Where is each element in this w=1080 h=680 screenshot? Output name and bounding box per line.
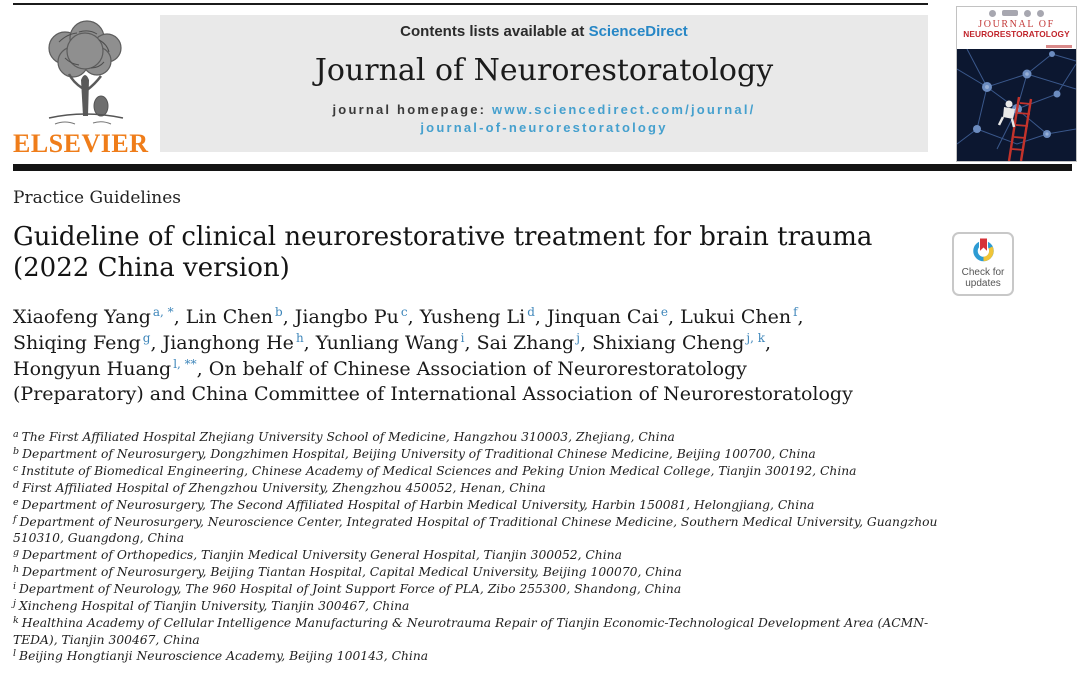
- author-name: Yusheng Li: [419, 306, 526, 328]
- author-affiliation-superscript: a, *: [152, 305, 174, 319]
- section-label: Practice Guidelines: [13, 188, 181, 208]
- cover-publisher-logos: [957, 7, 1076, 17]
- author-affiliation-superscript: i: [460, 330, 465, 345]
- affiliation-superscript: e: [13, 496, 19, 508]
- affiliation-superscript: j: [13, 597, 16, 609]
- cover-title-line1: JOURNAL OF: [978, 19, 1055, 30]
- top-rule: [13, 3, 928, 5]
- author-affiliation-superscript: j, k: [746, 330, 765, 345]
- masthead-divider-rule: [13, 164, 1072, 171]
- affiliation-item: $^g$ Department of Orthopedics, Tianjin Medical University General Hospital, Tianjin 300052, China: [13, 547, 622, 563]
- sciencedirect-link[interactable]: ScienceDirect: [588, 23, 688, 40]
- author-affiliation-superscript: b: [275, 305, 283, 319]
- author-group-statement: (Preparatory) and China Committee of International Association of Neurorestoratology: [13, 383, 853, 406]
- author-affiliation-superscript: e: [660, 305, 668, 319]
- affiliation-item: $^c$ Institute of Biomedical Engineering, Chinese Academy of Medical Sciences and Peking Union Medical College, Tianjin 300192, China: [13, 462, 857, 478]
- journal-cover-thumbnail: [956, 6, 1077, 162]
- check-for-updates-badge[interactable]: [952, 232, 1014, 296]
- affiliation-item: $^d$ First Affiliated Hospital of Zhengzhou University, Zhengzhou 450052, Henan, China: [13, 479, 546, 495]
- cover-header: [957, 7, 1076, 49]
- author-name: Hongyun Huang: [13, 357, 172, 380]
- cover-neuron-art: [957, 49, 1076, 161]
- author-name: Jinquan Cai: [547, 306, 659, 328]
- elsevier-tree-icon: [35, 18, 135, 130]
- affiliation-superscript: k: [13, 614, 19, 626]
- affiliation-item: $^f$ Department of Neurosurgery, Neuroscience Center, Integrated Hospital of Traditional Chinese Medicine, Southern Medical University, Guangzhou 510310, Guangdong, China: [13, 513, 938, 546]
- affiliation-superscript: g: [13, 547, 20, 559]
- affiliation-item: $^b$ Department of Neurosurgery, Dongzhimen Hospital, Beijing University of Traditional Chinese Medicine, Beijing 100700, China: [13, 445, 816, 461]
- affiliation-superscript: h: [13, 564, 20, 576]
- author-name: Lin Chen: [185, 306, 274, 328]
- affiliation-item: $^i$ Department of Neurology, The 960 Hospital of Joint Support Force of PLA, Zibo 255300, Shandong, China: [13, 580, 682, 596]
- affiliation-item: $^j$ Xincheng Hospital of Tianjin University, Tianjin 300467, China: [13, 597, 410, 613]
- author-affiliation-superscript: c: [400, 305, 408, 319]
- author-name: Jiangbo Pu: [294, 306, 399, 328]
- article-title-line2: (2022 China version): [13, 253, 290, 284]
- affiliation-item: $^h$ Department of Neurosurgery, Beijing Tiantan Hospital, Capital Medical University, Beijing 100070, China: [13, 564, 682, 580]
- author-name: Shixiang Cheng: [592, 331, 745, 354]
- affiliation-superscript: a: [13, 429, 19, 440]
- tree-trunk: [81, 75, 89, 116]
- affiliation-superscript: l: [13, 648, 17, 660]
- affiliation-superscript: d: [13, 479, 20, 491]
- author-name: Sai Zhang: [476, 331, 575, 354]
- journal-homepage: [160, 101, 928, 136]
- author-affiliation-superscript: f: [793, 305, 798, 319]
- affiliation-list: [13, 429, 955, 665]
- affiliation-superscript: b: [13, 445, 20, 457]
- contents-prefix: Contents lists available at: [400, 23, 589, 40]
- contents-line: [160, 23, 928, 40]
- author-affiliation-superscript: g: [142, 330, 151, 345]
- journal-title: Journal of Neurorestoratology: [314, 53, 774, 88]
- author-affiliation-superscript: d: [527, 305, 535, 319]
- elsevier-wordmark: ELSEVIER: [13, 129, 149, 158]
- masthead-box: [160, 15, 928, 152]
- affiliation-item: $^k$ Healthina Academy of Cellular Intelligence Manufacturing & Neurotrauma Repair of Tianjin Economic-Technological Development Area (ACMN-TEDA), Tianjin 300467, China: [13, 614, 929, 647]
- author-name: Shiqing Feng: [13, 331, 141, 354]
- affiliation-superscript: i: [13, 580, 17, 592]
- author-list: Xiaofeng Yang $^{a, *}$, Lin Chen $^b$, Jiangbo Pu $^c$, Yusheng Li $^d$, Jinquan Cai $^e$, Lukui Chen $^f$, Shiqing Feng $^g$, Jianghong He $^h$, Yunliang Wang $^i$, Sai Zhang $^j$, Shixiang Cheng $^{j, k}$, Hongyun Huang $^{l, **}$, On behalf of Chinese Association of Neurorestoratology (Preparatory) and China Committee of International Association of Neurorestoratology: [13, 305, 853, 406]
- affiliation-superscript: f: [13, 513, 17, 525]
- badge-text: Check for updates: [961, 267, 1005, 289]
- article-title: [13, 222, 872, 284]
- author-group-statement: , On behalf of Chinese Association of Neurorestoratology: [196, 357, 747, 380]
- affiliation-item: $^a$ The First Affiliated Hospital Zhejiang University School of Medicine, Hangzhou 310003, Zhejiang, China: [13, 429, 675, 444]
- affiliation-superscript: c: [13, 462, 19, 474]
- author-affiliation-superscript: j: [576, 330, 580, 345]
- author-name: Lukui Chen: [680, 306, 792, 328]
- cover-title-line2: NEURORESTORATOLOGY: [963, 29, 1070, 39]
- homepage-link-line2[interactable]: journal-of-neurorestoratology: [420, 119, 668, 135]
- affiliation-item: $^e$ Department of Neurosurgery, The Second Affiliated Hospital of Harbin Medical University, Harbin 150081, Helongjiang, China: [13, 496, 815, 512]
- author-name: Xiaofeng Yang: [13, 306, 151, 328]
- affiliation-item: $^l$ Beijing Hongtianji Neuroscience Academy, Beijing 100143, China: [13, 648, 429, 664]
- elsevier-logo: [13, 18, 158, 157]
- crossmark-icon: [970, 237, 997, 263]
- author-affiliation-superscript: h: [295, 330, 304, 345]
- homepage-label: journal homepage:: [332, 102, 493, 117]
- author-name: Yunliang Wang: [315, 331, 459, 354]
- cover-issn-mark: [1046, 45, 1072, 48]
- article-title-line1: Guideline of clinical neurorestorative treatment for brain trauma: [13, 222, 873, 252]
- author-name: Jianghong He: [162, 331, 294, 354]
- author-affiliation-superscript: l, **: [173, 356, 197, 371]
- homepage-link-line1[interactable]: www.sciencedirect.com/journal/: [492, 102, 756, 117]
